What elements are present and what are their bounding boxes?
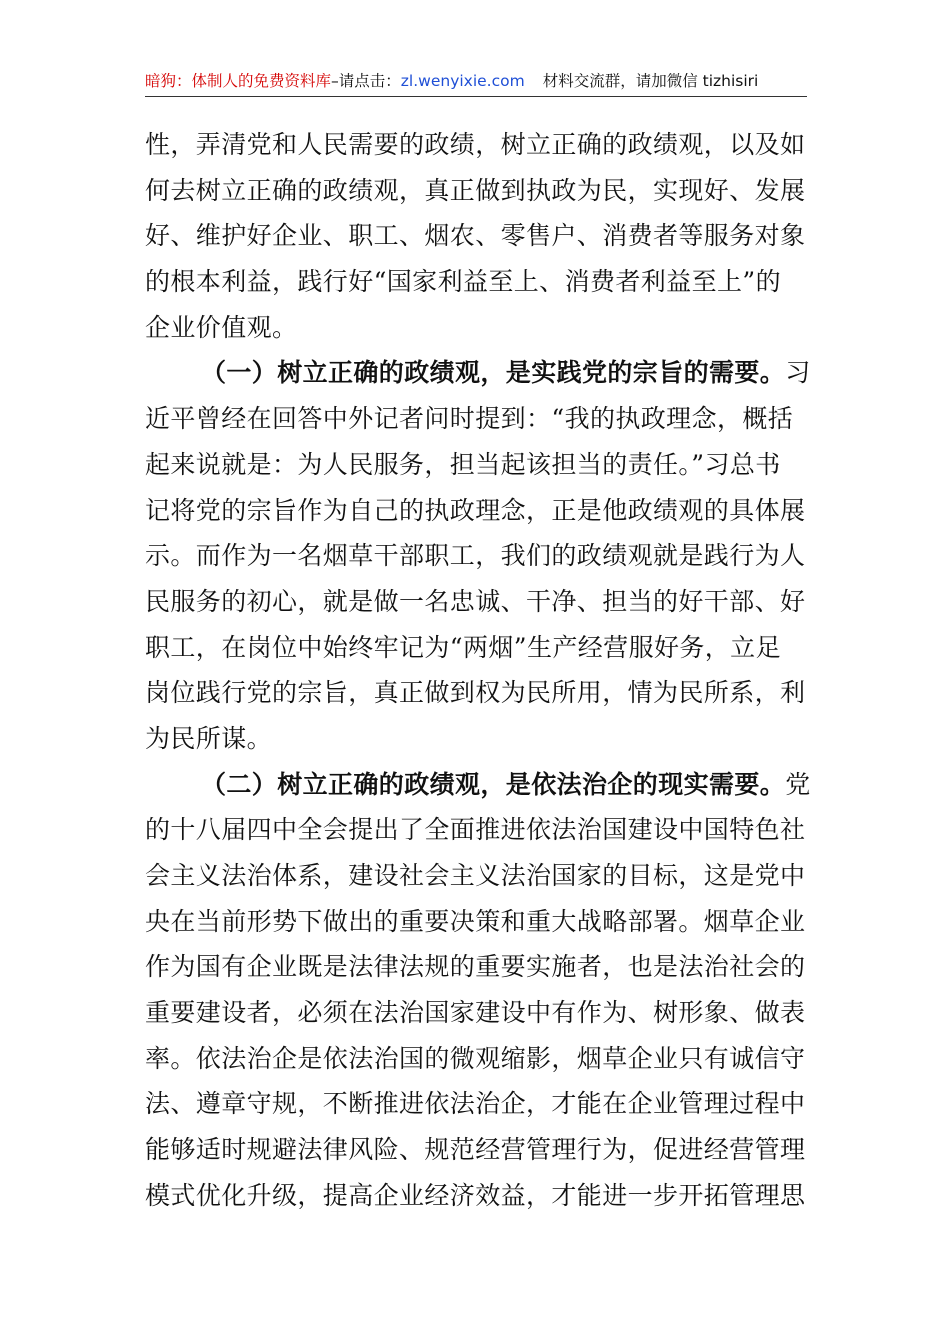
text-line: 示。而作为一名烟草干部职工，我们的政绩观就是践行为人 — [145, 541, 806, 571]
text-line: 重要建设者，必须在法治国家建设中有作为、树形象、做表 — [145, 998, 806, 1028]
header-site-name: 暗狗：体制人的免费资料库 — [145, 72, 332, 90]
text-line: 能够适时规避法律风险、规范经营管理行为，促进经营管理 — [145, 1135, 806, 1165]
text-line: 法、遵章守规，不断推进依法治企，才能在企业管理过程中 — [145, 1089, 806, 1119]
section2-first-line-rest: 党 — [785, 769, 811, 799]
text-line: 民服务的初心，就是做一名忠诚、干净、担当的好干部、好 — [145, 586, 806, 616]
text-line: 会主义法治体系，建设社会主义法治国家的目标，这是党中 — [145, 861, 806, 890]
text-line: 率。依法治企是依法治国的微观缩影，烟草企业只有诚信守 — [145, 1043, 806, 1073]
text-line: 的十八届四中全会提出了全面推进依法治国建设中国特色社 — [145, 815, 806, 845]
text-line: 性，弄清党和人民需要的政绩，树立正确的政绩观，以及如 — [145, 130, 806, 159]
section2-heading: （二）树立正确的政绩观，是依法治企的现实需要。 — [201, 769, 786, 799]
text-line: 企业价值观。 — [145, 312, 298, 342]
text-line: 记将党的宗旨作为自己的执政理念，正是他政绩观的具体展 — [145, 495, 806, 525]
section1-first-line-rest: 习 — [785, 358, 811, 388]
text-line: 好、维护好企业、职工、烟农、零售户、消费者等服务对象 — [145, 221, 806, 251]
text-line: 岗位践行党的宗旨，真正做到权为民所用，情为民所系，利 — [145, 678, 806, 708]
header-click-prefix: –请点击： — [331, 72, 401, 90]
text-line: 职工，在岗位中始终牢记为“两烟”生产经营服好务，立足 — [145, 632, 781, 662]
text-line: 何去树立正确的政绩观，真正做到执政为民，实现好、发展 — [145, 175, 806, 205]
text-line: 作为国有企业既是法律法规的重要实施者，也是法治社会的 — [145, 952, 806, 982]
section1-heading: （一）树立正确的政绩观，是实践党的宗旨的需要。 — [201, 358, 786, 388]
text-line: 模式优化升级，提高企业经济效益，才能进一步开拓管理思 — [145, 1180, 806, 1210]
text-line: 的根本利益，践行好“国家利益至上、消费者利益至上”的 — [145, 267, 781, 297]
section2-first-line — [145, 762, 811, 808]
text-line: 近平曾经在回答中外记者问时提到：“我的执政理念，概括 — [145, 404, 794, 434]
header-contact: 材料交流群，请加微信 tizhisiri — [542, 72, 759, 90]
text-line: 央在当前形势下做出的重要决策和重大战略部署。烟草企业 — [145, 906, 806, 936]
document-body — [145, 122, 811, 1219]
text-line: 起来说就是：为人民服务，担当起该担当的责任。”习总书 — [145, 449, 781, 479]
page-header — [145, 66, 807, 97]
header-url-link[interactable]: zl.wenyixie.com — [400, 72, 525, 90]
text-line: 为民所谋。 — [145, 723, 273, 753]
section1-first-line — [145, 350, 811, 396]
